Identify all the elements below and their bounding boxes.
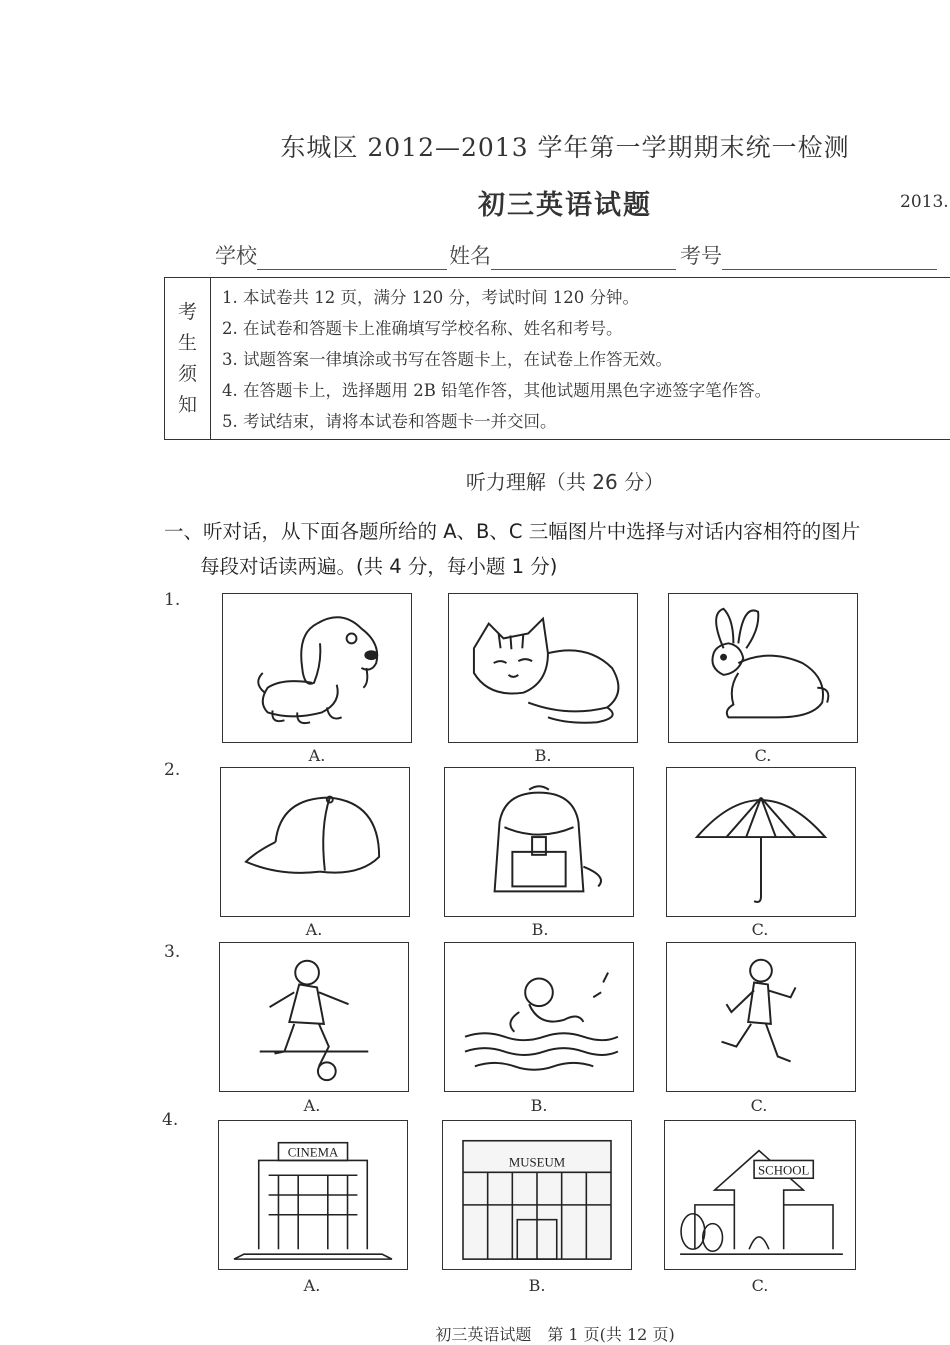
school-sign: SCHOOL <box>758 1163 810 1178</box>
school-field[interactable] <box>215 240 447 270</box>
notice-item: 4. 在答题卡上，选择题用 2B 铅笔作答，其他试题用黑色字迹签字笔作答。 <box>222 381 772 400</box>
exam-number-field[interactable] <box>680 240 937 270</box>
option-label: C. <box>754 746 772 765</box>
option-a-dog-picture[interactable] <box>222 593 412 743</box>
section-instruction-line2: 每段对话读两遍。(共 4 分，每小题 1 分) <box>200 555 558 578</box>
museum-sign: MUSEUM <box>508 1155 566 1170</box>
option-label: C. <box>751 920 769 939</box>
option-label: C. <box>751 1276 769 1295</box>
exam-subtitle: 初三英语试题 <box>478 190 652 221</box>
school-building-icon <box>665 1121 855 1269</box>
swimmer-icon <box>445 943 633 1091</box>
option-c-runner-picture[interactable] <box>666 942 856 1092</box>
dog-icon <box>223 594 411 742</box>
name-label: 姓名 <box>449 244 491 268</box>
option-label: A. <box>303 1096 321 1115</box>
option-b-museum-building-picture[interactable] <box>442 1120 632 1270</box>
section-instruction: 一、听对话，从下面各题所给的 A、B、C 三幅图片中选择与对话内容相符的图片 <box>164 520 861 543</box>
name-blank[interactable] <box>491 249 676 270</box>
exam-number-label: 考号 <box>680 244 722 268</box>
option-c-school-building-picture[interactable] <box>664 1120 856 1270</box>
option-label: A. <box>303 1276 321 1295</box>
museum-building-icon <box>443 1121 631 1269</box>
notice-item: 3. 试题答案一律填涂或书写在答题卡上，在试卷上作答无效。 <box>222 350 672 369</box>
notice-item: 5. 考试结束，请将本试卷和答题卡一并交回。 <box>222 412 557 431</box>
option-c-umbrella-picture[interactable] <box>666 767 856 917</box>
option-b-swimmer-picture[interactable] <box>444 942 634 1092</box>
option-label: A. <box>305 920 323 939</box>
option-label: B. <box>530 1096 548 1115</box>
section-title: 听力理解（共 26 分） <box>465 470 665 494</box>
question-number: 4. <box>162 1110 179 1130</box>
option-label: B. <box>528 1276 546 1295</box>
notice-items <box>222 282 771 437</box>
question-number: 2. <box>164 760 181 780</box>
question-number: 3. <box>164 942 181 962</box>
option-a-cap-picture[interactable] <box>220 767 410 917</box>
umbrella-icon <box>667 768 855 916</box>
exam-number-blank[interactable] <box>722 249 937 270</box>
exam-notice-box <box>164 277 950 440</box>
name-field[interactable] <box>449 240 676 270</box>
cinema-building-icon <box>219 1121 407 1269</box>
notice-label: 考 生 须 知 <box>165 278 211 439</box>
option-a-cinema-building-picture[interactable] <box>218 1120 408 1270</box>
cinema-sign: CINEMA <box>287 1145 339 1160</box>
cat-icon <box>449 594 637 742</box>
option-c-rabbit-picture[interactable] <box>668 593 858 743</box>
rabbit-icon <box>669 594 857 742</box>
exam-date: 2013. <box>900 192 949 212</box>
school-label: 学校 <box>215 244 257 268</box>
question-number: 1. <box>164 590 181 610</box>
notice-item: 1. 本试卷共 12 页，满分 120 分，考试时间 120 分钟。 <box>222 288 639 307</box>
option-b-cat-picture[interactable] <box>448 593 638 743</box>
exam-title: 东城区 2012—2013 学年第一学期期末统一检测 <box>280 133 850 162</box>
cap-icon <box>221 768 409 916</box>
backpack-icon <box>445 768 633 916</box>
option-a-soccer-player-picture[interactable] <box>219 942 409 1092</box>
page-footer: 初三英语试题 第 1 页(共 12 页) <box>435 1325 675 1344</box>
school-blank[interactable] <box>257 249 447 270</box>
option-b-backpack-picture[interactable] <box>444 767 634 917</box>
option-label: B. <box>531 920 549 939</box>
option-label: A. <box>308 746 326 765</box>
runner-icon <box>667 943 855 1091</box>
option-label: C. <box>750 1096 768 1115</box>
option-label: B. <box>534 746 552 765</box>
soccer-player-icon <box>220 943 408 1091</box>
notice-item: 2. 在试卷和答题卡上准确填写学校名称、姓名和考号。 <box>222 319 623 338</box>
